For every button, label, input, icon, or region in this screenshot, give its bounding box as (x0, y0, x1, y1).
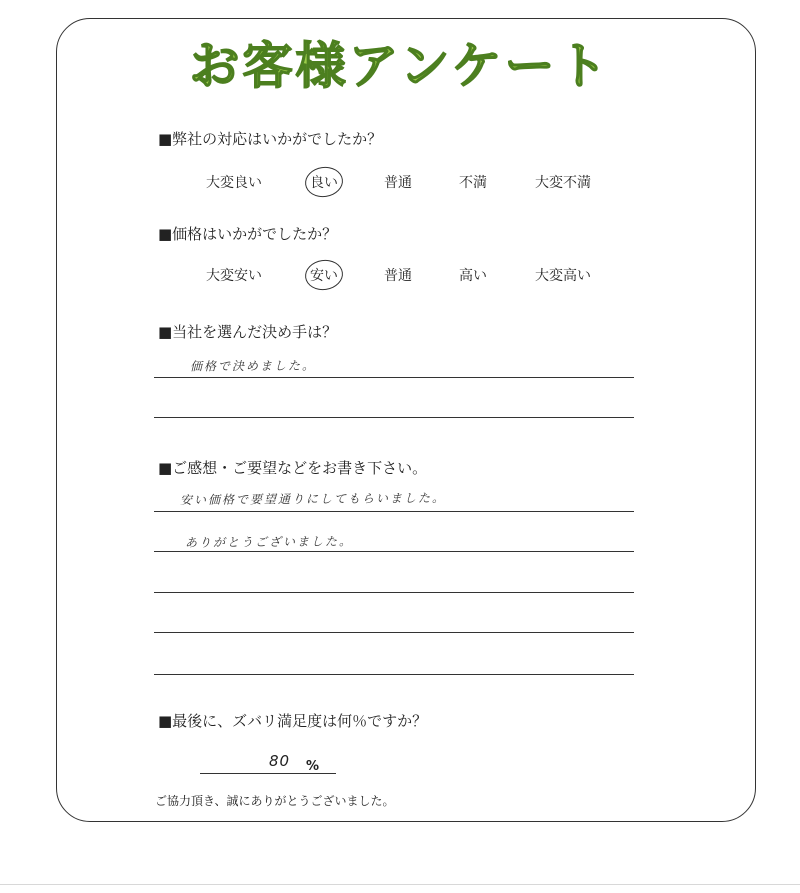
answer-line[interactable] (154, 417, 634, 418)
answer-line[interactable] (154, 511, 634, 512)
answer-line[interactable] (154, 674, 634, 675)
option-very-good[interactable]: 大変良い (206, 175, 262, 191)
survey-title: お客様アンケート (189, 37, 611, 95)
answer-line[interactable] (154, 632, 634, 633)
answer-deciding-factor: 価格で決めました。 (189, 358, 317, 374)
question-deciding-factor: ■当社を選んだ決め手は？ (158, 323, 338, 341)
option-normal[interactable]: 普通 (384, 175, 412, 191)
satisfaction-input-line[interactable] (200, 773, 336, 774)
options-price (0, 265, 800, 285)
option-expensive[interactable]: 高い (459, 268, 487, 284)
thank-you-note: ご協力頂き、誠にありがとうございました。 (155, 794, 395, 808)
scan-edge-divider (0, 884, 800, 885)
answer-line[interactable] (154, 592, 634, 593)
answer-comment-line-1: 安い価格で要望通りにしてもらいました。 (179, 490, 447, 508)
option-very-cheap[interactable]: 大変安い (206, 268, 262, 284)
question-price: ■価格はいかがでしたか？ (158, 225, 338, 243)
question-satisfaction: ■最後に、ズバリ満足度は何％ですか？ (158, 712, 428, 730)
satisfaction-value: 80 (269, 752, 291, 770)
answer-line[interactable] (154, 551, 634, 552)
question-service: ■弊社の対応はいかがでしたか？ (158, 130, 383, 148)
options-service (0, 172, 800, 192)
question-comments: ■ご感想・ご要望などをお書き下さい。 (158, 459, 428, 477)
option-very-dissatisfied[interactable]: 大変不満 (535, 175, 591, 191)
option-dissatisfied[interactable]: 不満 (459, 175, 487, 191)
option-very-expensive[interactable]: 大変高い (535, 268, 591, 284)
answer-line[interactable] (154, 377, 634, 378)
percent-sign: % (306, 759, 320, 774)
option-price-normal[interactable]: 普通 (384, 268, 412, 284)
answer-comment-line-2: ありがとうございました。 (184, 534, 354, 550)
option-good-selected[interactable]: 良い (310, 172, 338, 192)
option-cheap-selected[interactable]: 安い (310, 265, 338, 285)
